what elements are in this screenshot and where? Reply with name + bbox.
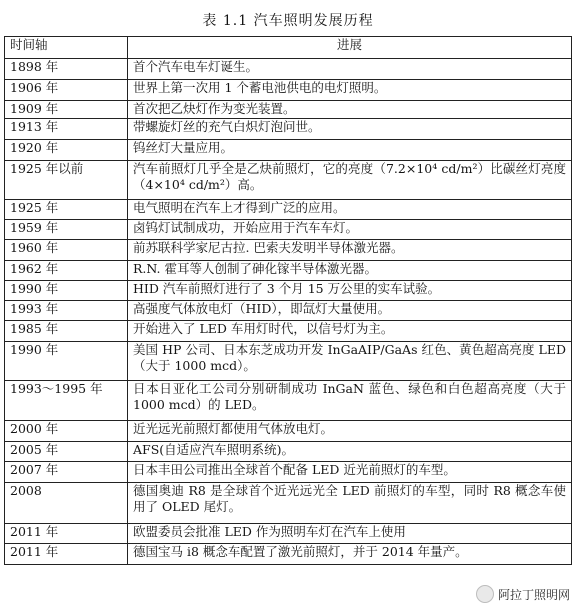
year-cell: 1960 年 bbox=[5, 240, 128, 261]
table-row bbox=[5, 462, 572, 483]
year-cell: 2005 年 bbox=[5, 442, 128, 462]
table-row bbox=[5, 161, 572, 200]
year-cell: 2011 年 bbox=[5, 524, 128, 544]
progress-cell: 德国奥迪 R8 是全球首个近光远光全 LED 前照灯的车型，同时 R8 概念车使用了 OLED 尾灯。 bbox=[128, 483, 572, 524]
table-row bbox=[5, 381, 572, 421]
progress-cell: 前苏联科学家尼古拉. 巴索夫发明半导体激光器。 bbox=[128, 240, 572, 261]
year-cell: 1913 年 bbox=[5, 119, 128, 140]
progress-cell: 电气照明在汽车上才得到广泛的应用。 bbox=[128, 200, 572, 220]
progress-cell: 世界上第一次用 1 个蓄电池供电的电灯照明。 bbox=[128, 80, 572, 101]
progress-cell: 带螺旋灯丝的充气白炽灯泡问世。 bbox=[128, 119, 572, 140]
progress-cell: 开始进入了 LED 车用灯时代，以信号灯为主。 bbox=[128, 321, 572, 342]
year-cell: 1962 年 bbox=[5, 261, 128, 281]
table-row bbox=[5, 240, 572, 261]
year-cell: 1959 年 bbox=[5, 220, 128, 240]
year-cell: 1990 年 bbox=[5, 281, 128, 301]
year-cell: 2007 年 bbox=[5, 462, 128, 483]
table-row bbox=[5, 119, 572, 140]
progress-cell: 美国 HP 公司、日本东芝成功开发 InGaAIP/GaAs 红色、黄色超高亮度 LED（大于 1000 mcd）。 bbox=[128, 342, 572, 381]
progress-cell: HID 汽车前照灯进行了 3 个月 15 万公里的实车试验。 bbox=[128, 281, 572, 301]
progress-cell: AFS(自适应汽车照明系统)。 bbox=[128, 442, 572, 462]
year-cell: 2000 年 bbox=[5, 421, 128, 442]
table-row bbox=[5, 261, 572, 281]
table-row bbox=[5, 321, 572, 342]
progress-cell: 汽车前照灯几乎全是乙炔前照灯，它的亮度（7.2×10⁴ cd/m²）比碳丝灯亮度（4×10⁴ cd/m²）高。 bbox=[128, 161, 572, 200]
year-cell: 1906 年 bbox=[5, 80, 128, 101]
progress-cell: 首个汽车电车灯诞生。 bbox=[128, 59, 572, 80]
progress-cell: 钨丝灯大量应用。 bbox=[128, 140, 572, 161]
table-row bbox=[5, 301, 572, 321]
watermark-logo-icon bbox=[476, 585, 494, 603]
watermark-text: 阿拉丁照明网 bbox=[497, 587, 570, 602]
year-cell: 1993～1995 年 bbox=[5, 381, 128, 421]
table-row bbox=[5, 421, 572, 442]
header-progress: 进展 bbox=[128, 37, 572, 59]
year-cell: 1925 年 bbox=[5, 200, 128, 220]
year-cell: 1920 年 bbox=[5, 140, 128, 161]
progress-cell: 日本日亚化工公司分别研制成功 InGaN 蓝色、绿色和白色超高亮度（大于 1000 mcd）的 LED。 bbox=[128, 381, 572, 421]
year-cell: 2011 年 bbox=[5, 544, 128, 565]
year-cell: 1898 年 bbox=[5, 59, 128, 80]
progress-cell: 德国宝马 i8 概念车配置了激光前照灯，并于 2014 年量产。 bbox=[128, 544, 572, 565]
watermark bbox=[476, 585, 570, 603]
table-row bbox=[5, 442, 572, 462]
table-row bbox=[5, 101, 572, 119]
progress-cell: 卤钨灯试制成功，开始应用于汽车车灯。 bbox=[128, 220, 572, 240]
table-row bbox=[5, 200, 572, 220]
table-row bbox=[5, 281, 572, 301]
table-row bbox=[5, 342, 572, 381]
table-row bbox=[5, 483, 572, 524]
header-year: 时间轴 bbox=[5, 37, 128, 59]
progress-cell: 近光远光前照灯都使用气体放电灯。 bbox=[128, 421, 572, 442]
progress-cell: 日本丰田公司推出全球首个配备 LED 近光前照灯的车型。 bbox=[128, 462, 572, 483]
table-row bbox=[5, 524, 572, 544]
table-row bbox=[5, 544, 572, 565]
progress-cell: 首次把乙炔灯作为变光装置。 bbox=[128, 101, 572, 119]
year-cell: 1993 年 bbox=[5, 301, 128, 321]
history-table bbox=[4, 36, 572, 565]
table-row bbox=[5, 140, 572, 161]
table-row bbox=[5, 220, 572, 240]
header-row bbox=[5, 37, 572, 59]
year-cell: 1990 年 bbox=[5, 342, 128, 381]
table-row bbox=[5, 59, 572, 80]
progress-cell: R.N. 霍耳等人创制了砷化镓半导体激光器。 bbox=[128, 261, 572, 281]
year-cell: 1925 年以前 bbox=[5, 161, 128, 200]
table-row bbox=[5, 80, 572, 101]
year-cell: 2008 bbox=[5, 483, 128, 524]
progress-cell: 高强度气体放电灯（HID），即氙灯大量使用。 bbox=[128, 301, 572, 321]
table-title: 表 1.1 汽车照明发展历程 bbox=[202, 13, 374, 29]
year-cell: 1909 年 bbox=[5, 101, 128, 119]
progress-cell: 欧盟委员会批准 LED 作为照明车灯在汽车上使用 bbox=[128, 524, 572, 544]
year-cell: 1985 年 bbox=[5, 321, 128, 342]
